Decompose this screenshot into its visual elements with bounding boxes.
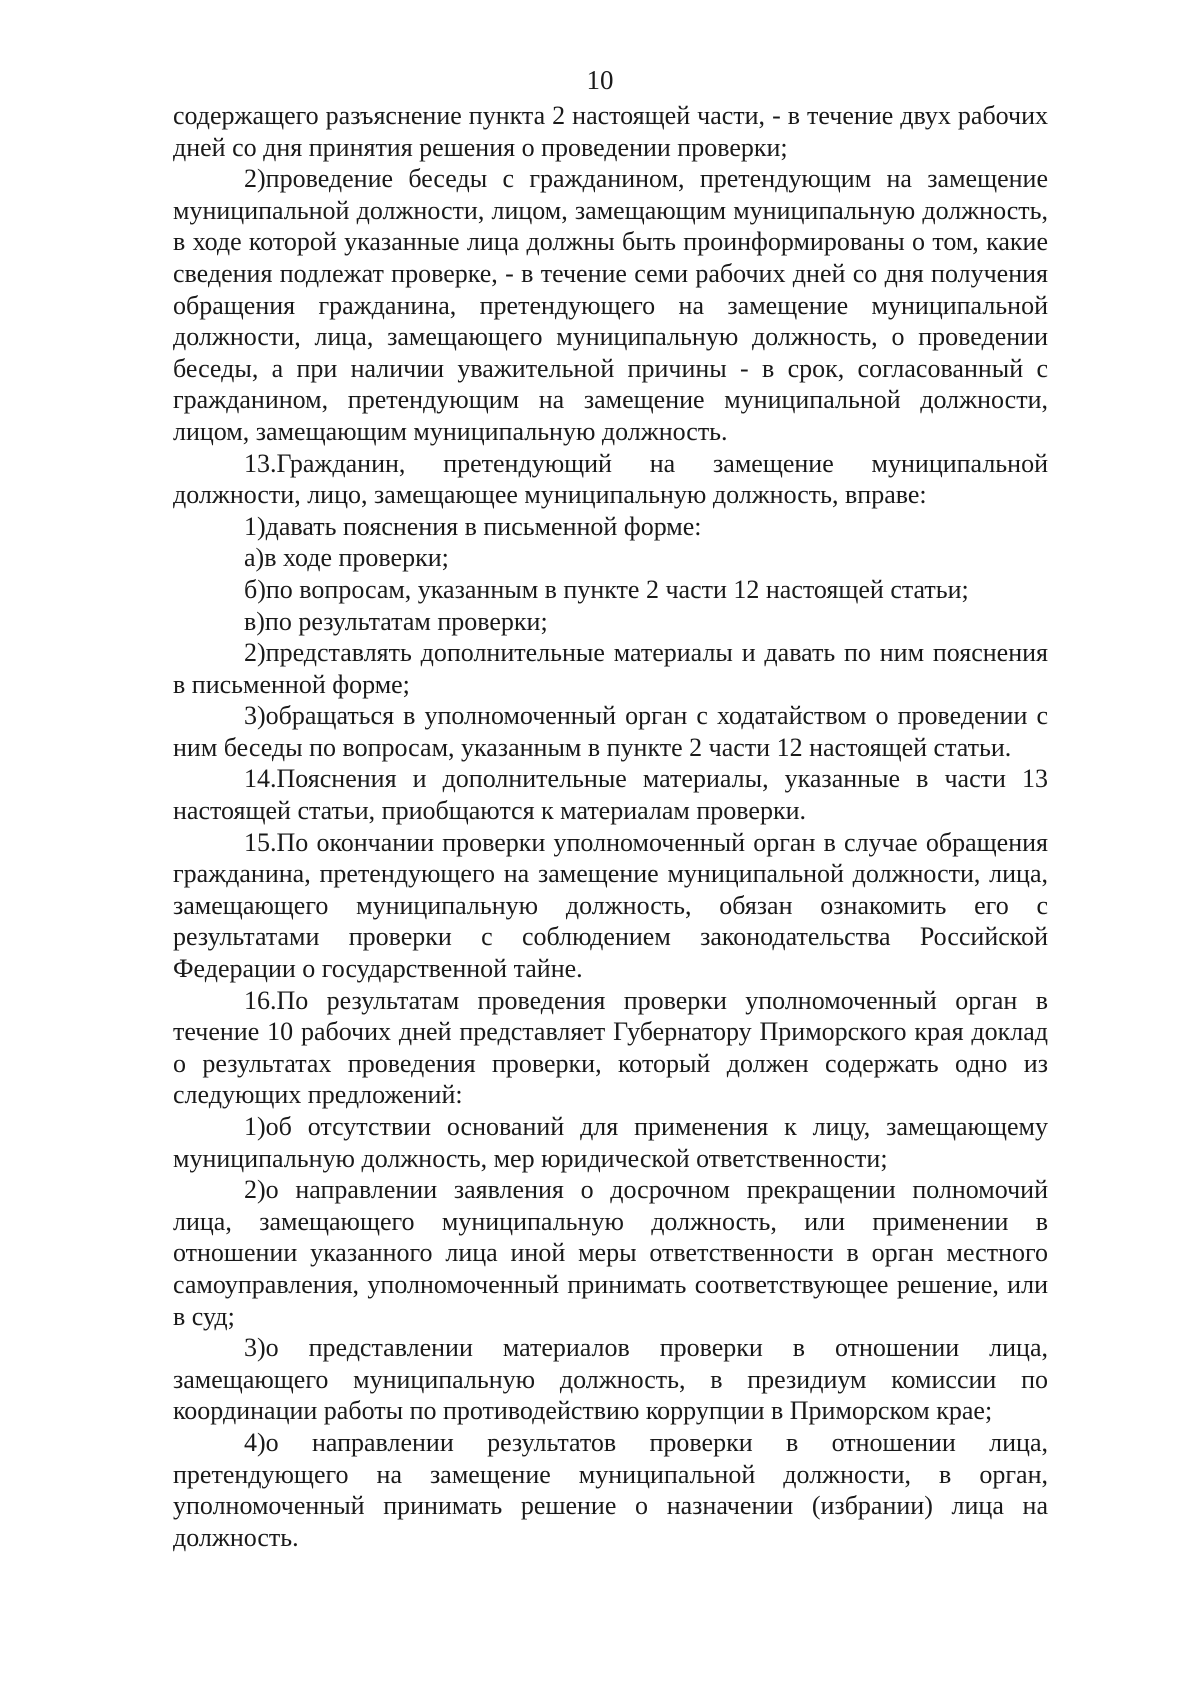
paragraph: 4)о направлении результатов проверки в отношении лица, претендующего на замещение муниципальной должности, в орган, уполномоченный принимать решение о назначении (избрании) лица на должность. <box>173 1427 1048 1552</box>
paragraph: 13.Гражданин, претендующий на замещение муниципальной должности, лицо, замещающее муниципальную должность, вправе: <box>173 448 1048 510</box>
paragraph: содержащего разъяснение пункта 2 настоящей части, - в течение двух рабочих дней со дня принятия решения о проведении проверки; <box>173 101 1048 162</box>
paragraph: 1)об отсутствии оснований для применения к лицу, замещающему муниципальную должность, мер юридической ответственности; <box>173 1112 1048 1173</box>
paragraph: 1)давать пояснения в письменной форме: <box>244 511 702 541</box>
paragraph: 2)проведение беседы с гражданином, претендующим на замещение муниципальной должности, лицом, замещающим муниципальную должность, в ходе которой указанные лица должны быть проинформированы о том, какие сведения подлежат проверке, - в течение семи рабочих дней со дня получения обращения гражданина, претендующего на замещение муниципальной должности, лица, замещающего муниципальную должность, о проведении беседы, а при наличии уважительной причины - в срок, согласованный с гражданином, претендующим на замещение муниципальной должности, лицом, замещающим муниципальную должность. <box>173 164 1048 446</box>
paragraph: б)по вопросам, указанным в пункте 2 части 12 настоящей статьи; <box>244 574 969 604</box>
paragraph: 3)обращаться в уполномоченный орган с ходатайством о проведении с ним беседы по вопросам, указанным в пункте 2 части 12 настоящей статьи. <box>173 701 1048 762</box>
paragraph: а)в ходе проверки; <box>244 543 449 573</box>
paragraph: 15.По окончании проверки уполномоченный орган в случае обращения гражданина, претендующего на замещение муниципальной должности, лица, замещающего муниципальную должность, обязан ознакомить его с результатами проверки с соблюдением законодательства Российской Федерации о государственной тайне. <box>173 827 1048 984</box>
paragraph: 14.Пояснения и дополнительные материалы, указанные в части 13 настоящей статьи, приобщаются к материалам проверки. <box>173 764 1048 826</box>
document-body <box>173 100 1048 1553</box>
paragraph: в)по результатам проверки; <box>244 606 548 636</box>
paragraph: 3)о представлении материалов проверки в отношении лица, замещающего муниципальную должность, в президиум комиссии по координации работы по противодействию коррупции в Приморском крае; <box>173 1333 1048 1426</box>
paragraph: 2)о направлении заявления о досрочном прекращении полномочий лица, замещающего муниципальную должность, или применении в отношении указанного лица иной меры ответственности в орган местного самоуправления, уполномоченный принимать соответствующее решение, или в суд; <box>173 1175 1048 1331</box>
paragraph: 2)представлять дополнительные материалы и давать по ним пояснения в письменной форме; <box>173 638 1048 699</box>
page-number: 10 <box>586 65 614 95</box>
paragraph: 16.По результатам проведения проверки уполномоченный орган в течение 10 рабочих дней представляет Губернатору Приморского края доклад о результатах проведения проверки, который должен содержать одно из следующих предложений: <box>173 985 1048 1110</box>
